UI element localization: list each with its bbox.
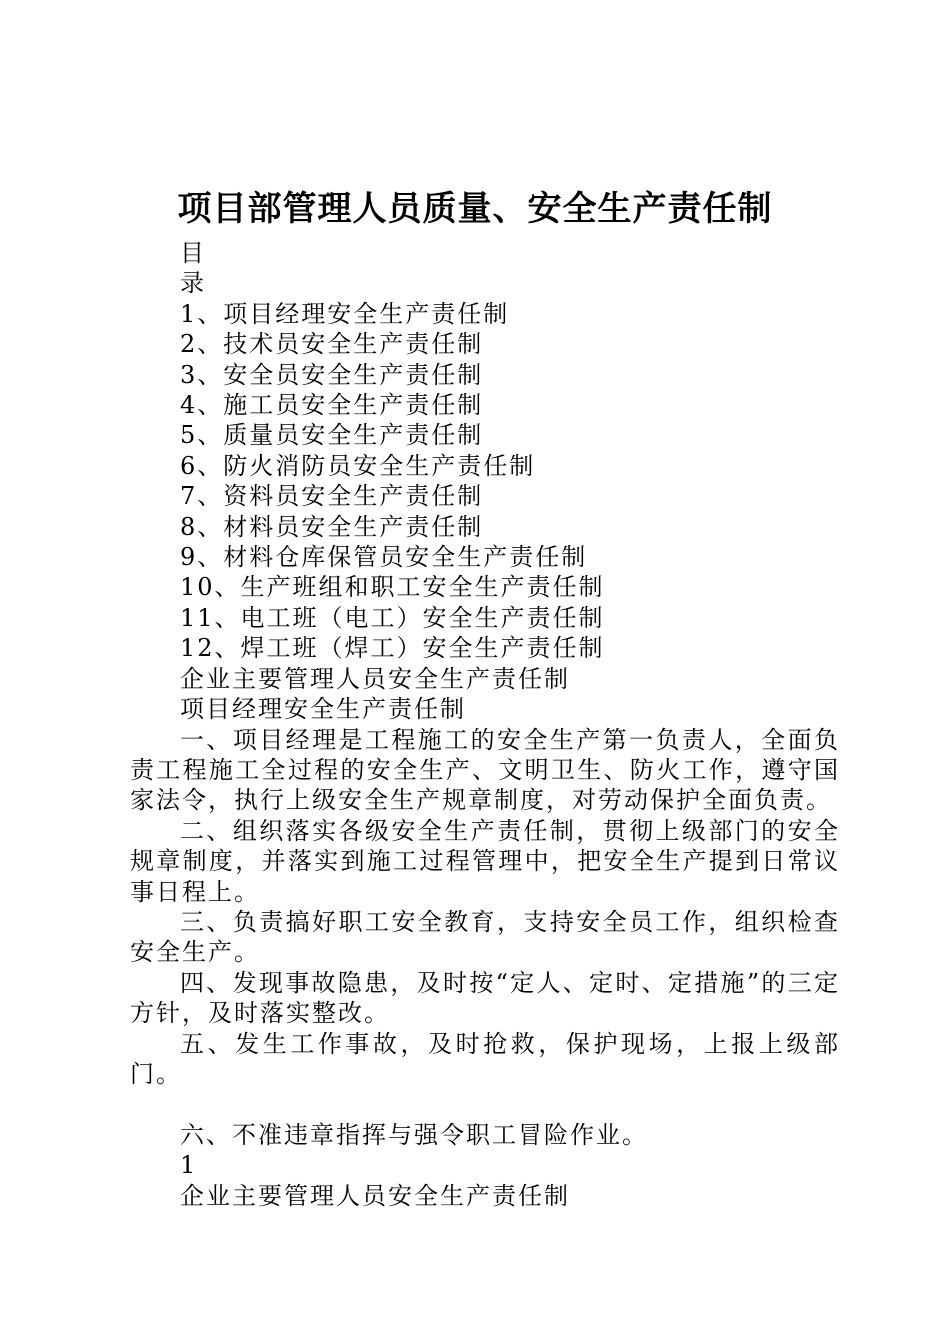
toc-item: 1、项目经理安全生产责任制 <box>180 299 510 328</box>
clause-list <box>130 725 840 1090</box>
clause-paragraph: 六、不准违章指挥与强令职工冒险作业。 <box>180 1120 648 1149</box>
toc-item: 12、焊工班（焊工）安全生产责任制 <box>180 634 605 663</box>
clause-paragraph: 三、负责搞好职工安全教育，支持安全员工作，组织检查安全生产。 <box>130 907 840 967</box>
toc-item: 3、安全员安全生产责任制 <box>180 360 484 389</box>
clause-paragraph: 一、项目经理是工程施工的安全生产第一负责人，全面负责工程施工全过程的安全生产、文明卫生、防火工作，遵守国家法令，执行上级安全生产规章制度，对劳动保护全面负责。 <box>130 725 840 815</box>
toc-item: 11、电工班（电工）安全生产责任制 <box>180 603 605 632</box>
subsection-heading: 项目经理安全生产责任制 <box>180 695 466 724</box>
toc-item: 5、质量员安全生产责任制 <box>180 421 484 450</box>
toc-item: 10、生产班组和职工安全生产责任制 <box>180 573 605 602</box>
toc-item: 4、施工员安全生产责任制 <box>180 391 484 420</box>
toc-item: 8、材料员安全生产责任制 <box>180 512 484 541</box>
page-number: 1 <box>180 1151 198 1180</box>
blank-line <box>130 1089 840 1119</box>
toc-item: 9、材料仓库保管员安全生产责任制 <box>180 543 588 572</box>
clause-paragraph: 五、发生工作事故，及时抢救，保护现场，上报上级部门。 <box>130 1029 840 1088</box>
clause-paragraph: 四、发现事故隐患，及时按“定人、定时、定措施”的三定方针，及时落实整改。 <box>130 968 840 1028</box>
section-heading: 企业主要管理人员安全生产责任制 <box>180 664 570 693</box>
footer-heading: 企业主要管理人员安全生产责任制 <box>180 1181 570 1210</box>
toc-item: 2、技术员安全生产责任制 <box>180 330 484 359</box>
clause-paragraph: 二、组织落实各级安全生产责任制，贯彻上级部门的安全规章制度，并落实到施工过程管理中，把安全生产提到日常议事日程上。 <box>130 816 840 906</box>
toc-list <box>130 299 840 664</box>
document-body <box>130 238 840 1211</box>
toc-heading-1: 目 <box>180 239 206 267</box>
toc-item: 7、资料员安全生产责任制 <box>180 482 484 511</box>
toc-item: 6、防火消防员安全生产责任制 <box>180 451 536 480</box>
document-title: 项目部管理人员质量、安全生产责任制 <box>177 189 773 229</box>
toc-heading-2: 录 <box>180 269 206 298</box>
